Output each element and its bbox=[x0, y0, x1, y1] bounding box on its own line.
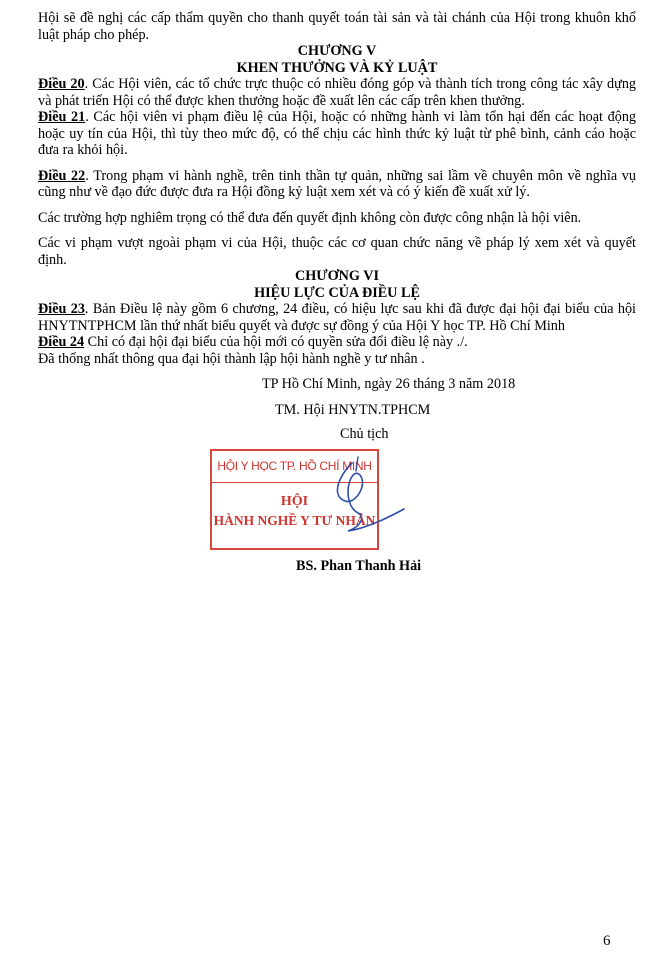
article-23 bbox=[38, 301, 636, 334]
place-date: TP Hồ Chí Minh, ngày 26 tháng 3 năm 2018 bbox=[262, 376, 516, 392]
article-20 bbox=[38, 76, 636, 109]
intro-paragraph: Hội sẽ đề nghị các cấp thẩm quyền cho thanh quyết toán tài sản và tài chánh của Hội trong khuôn khổ luật pháp cho phép. bbox=[38, 10, 636, 43]
article-21-text: . Các hội viên vi phạm điều lệ của Hội, hoặc có những hành vi làm tổn hại đến các hoạt động hoặc uy tín của Hội, thì tùy theo mức độ, có thể chịu các hình thức kỷ luật từ phê bình, cảnh cáo hoặc đưa ra khỏi hội. bbox=[38, 109, 637, 158]
outside-scope-paragraph: Các vi phạm vượt ngoài phạm vi của Hội, thuộc các cơ quan chức năng về pháp lý xem xét và quyết định. bbox=[38, 235, 636, 268]
article-22 bbox=[38, 168, 636, 201]
stamp-line-2: HÀNH NGHỀ Y TƯ NHÂN bbox=[213, 513, 376, 528]
page-number: 6 bbox=[603, 933, 611, 949]
signer-name: BS. Phan Thanh Hải bbox=[296, 558, 422, 574]
document-body bbox=[38, 10, 636, 367]
article-21-label: Điều 21 bbox=[38, 109, 86, 125]
chapter-5-subtitle: KHEN THƯỞNG VÀ KỶ LUẬT bbox=[236, 59, 438, 76]
chapter-6-title: CHƯƠNG VI bbox=[295, 268, 379, 284]
organization: TM. Hội HNYTN.TPHCM bbox=[275, 402, 431, 418]
article-24-label: Điều 24 bbox=[38, 334, 85, 350]
stamp-header: HỘI Y HỌC TP. HỒ CHÍ MINH bbox=[212, 451, 377, 483]
article-24-text: Chỉ có đại hội đại biểu của hội mới có quyền sửa đổi điều lệ này ./. bbox=[84, 334, 468, 350]
chapter-5-title: CHƯƠNG V bbox=[297, 43, 377, 59]
signer-role: Chủ tịch bbox=[340, 426, 389, 442]
article-22-text: . Trong phạm vi hành nghề, trên tinh thần tự quản, những sai lầm về chuyên môn về nghĩa vụ cũng như về đạo đức được đưa ra Hội đồng kỷ luật xem xét và có ý kiến đề xuất xử lý. bbox=[38, 167, 636, 200]
chapter-6-subtitle: HIỆU LỰC CỦA ĐIỀU LỆ bbox=[254, 284, 420, 301]
article-24 bbox=[38, 334, 636, 351]
stamp-line-1: HỘI bbox=[280, 494, 309, 509]
handwritten-signature bbox=[300, 455, 410, 545]
article-23-text: . Bản Điều lệ này gồm 6 chương, 24 điều, có hiệu lực sau khi đã được đại hội đại biểu của hội HNYTNTPHCM lần thứ nhất biểu quyết và được sự đồng ý của Hội Y học TP. Hồ Chí Minh bbox=[38, 301, 637, 334]
article-22-label: Điều 22 bbox=[38, 167, 86, 184]
article-21 bbox=[38, 109, 636, 159]
article-20-label: Điều 20 bbox=[38, 76, 85, 92]
serious-cases-paragraph: Các trường hợp nghiêm trọng có thể đưa đến quyết định không còn được công nhận là hội viên. bbox=[38, 209, 582, 226]
approval-statement: Đã thống nhất thông qua đại hội thành lập hội hành nghề y tư nhân . bbox=[38, 350, 425, 367]
article-23-label: Điều 23 bbox=[38, 301, 85, 317]
article-20-text: . Các Hội viên, các tổ chức trực thuộc có nhiều đóng góp và thành tích trong công tác xây dựng và phát triển Hội có thể được khen thưởng hoặc đề xuất lên các cấp trên khen thưởng. bbox=[38, 76, 637, 109]
